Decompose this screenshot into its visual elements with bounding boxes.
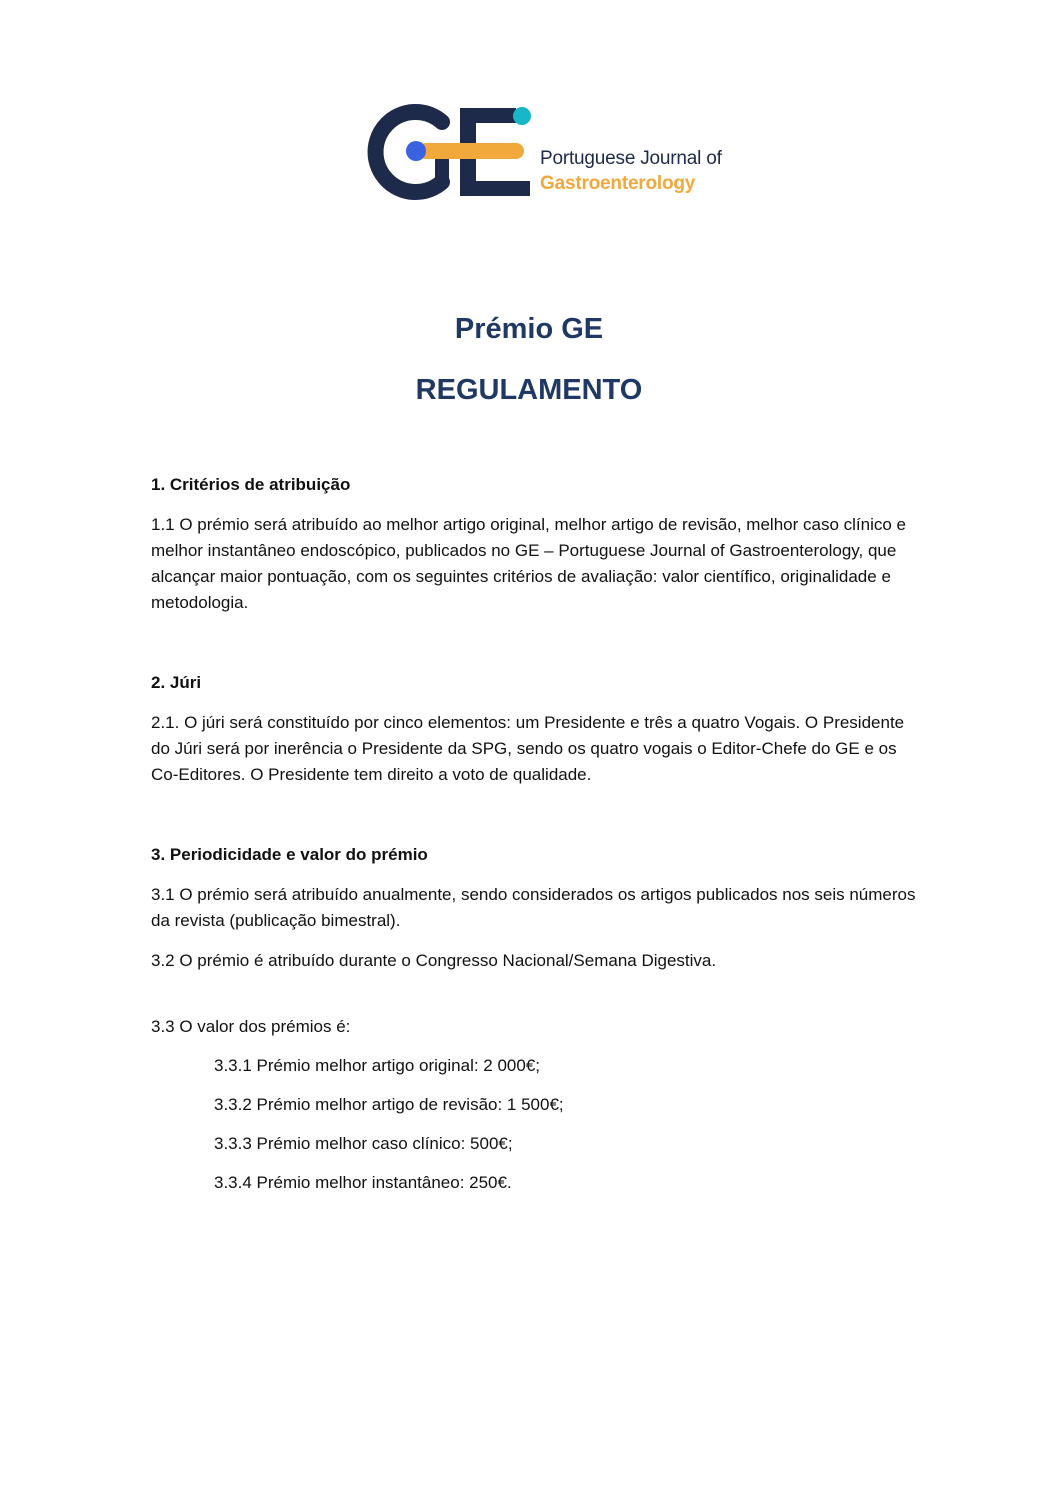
teal-dot-shape [513,107,531,125]
document-subtitle: REGULAMENTO [415,374,643,406]
ge-logo-icon [362,100,537,204]
section-3-paragraph-2: 3.2 O prémio é atribuído durante o Congresso Nacional/Semana Digestiva. [151,951,717,970]
section-1-heading: 1. Critérios de atribuição [151,475,351,494]
section-1-paragraph-1: 1.1 O prémio será atribuído ao melhor artigo original, melhor artigo de revisão, melhor caso clínico e melhor instantâneo endoscópico, publicados no GE – Portuguese Journal of Gastroenterology, que alcançar maior pontuação, com os seguintes critérios de avaliação: valor científico, originalidade e metodologia. [151,515,906,612]
logo-journal-name-line1: Portuguese Journal of [540,148,722,169]
regulation-body [151,472,921,1196]
prize-list-item: 3.3.2 Prémio melhor artigo de revisão: 1 500€; [214,1095,564,1114]
prize-list-item: 3.3.4 Prémio melhor instantâneo: 250€. [214,1173,512,1192]
blue-dot-shape [406,141,426,161]
e-bottom-bar-shape [460,181,530,196]
prize-list-item: 3.3.1 Prémio melhor artigo original: 2 000€; [214,1056,541,1075]
section-2-heading: 2. Júri [151,673,202,692]
orange-bar-shape [418,143,524,159]
section-3-paragraph-3: 3.3 O valor dos prémios é: [151,1017,351,1036]
section-3-paragraph-1: 3.1 O prémio será atribuído anualmente, sendo considerados os artigos publicados nos seis números da revista (publicação bimestral). [151,885,916,930]
section-2-paragraph-1: 2.1. O júri será constituído por cinco elementos: um Presidente e três a quatro Vogais. O Presidente do Júri será por inerência o Presidente da SPG, sendo os quatro vogais o Editor-Chefe do GE e os Co-Editores. O Presidente tem direito a voto de qualidade. [151,713,905,784]
e-top-bar-shape [460,108,516,123]
logo-journal-name-line2: Gastroenterology [540,173,696,194]
journal-logo [362,100,722,204]
prize-list-item: 3.3.3 Prémio melhor caso clínico: 500€; [214,1134,513,1153]
document-title: Prémio GE [454,313,604,345]
section-3-heading: 3. Periodicidade e valor do prémio [151,845,428,864]
